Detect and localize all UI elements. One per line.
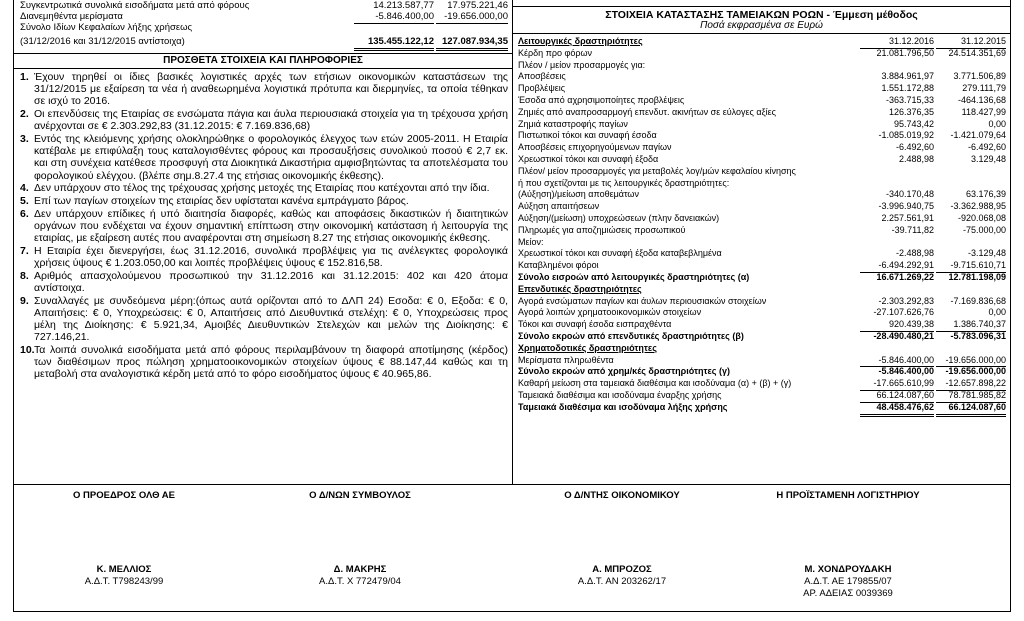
cashflow-value-2015: -464.136,68	[957, 94, 1006, 105]
cashflow-value-2015: 3.771.506,89	[953, 71, 1006, 82]
cashflow-label: Κέρδη προ φόρων	[518, 47, 592, 58]
signatory-name: Μ. ΧΟΝΔΡΟΥΔΑΚΗ	[804, 564, 892, 575]
cashflow-row	[518, 154, 1006, 166]
cashflow-row	[518, 307, 1006, 319]
note-text: Εντός της κλειόμενης χρήσης ολοκληρώθηκε ο φορολογικός έλεγχος των ετών 2005-2011. Η Εταιρία κατέβαλε με επιφύλαξη τους καταλογισθέντες φόρους και προσαυξήσεις συνολικού ποσού € 2,7 εκ. και στη συνέχεια κατέθεσε προσφυγή στα Διοικητικά Δικαστήρια αμφισβητώντας τα αποτελέσματα του φορολογικού ελέγχου. (βλέπε σημ.8.27.4 της ετήσιας οικονομικής έκθεσης).	[34, 133, 508, 182]
signatory-id: Α.Δ.Τ. ΑΝ 203262/17	[577, 576, 667, 587]
cashflow-label: Ταμειακά διαθέσιμα και ισοδύναμα λήξης χρήσης	[518, 401, 728, 412]
cashflow-label: Λειτουργικές δραστηριότητες	[518, 36, 643, 46]
note-item	[20, 195, 508, 207]
cashflow-label: Πλέον / μείον προσαρμογές για:	[518, 59, 646, 70]
signature-details	[512, 564, 732, 588]
note-text: Αριθμός απασχολούμενου προσωπικού την 31.12.2016 και 31.12.2015: 402 και 420 άτομα αντίστοιχα.	[34, 269, 508, 294]
cashflow-row	[518, 213, 1006, 225]
cashflow-label: Μείον:	[518, 236, 544, 247]
cashflow-label: Πλέον/ μείον προσαρμογές για μεταβολές λογ/μών κεφαλαίου κίνησης	[518, 165, 796, 176]
signatory-id: Α.Δ.Τ. ΑΕ 179855/07	[804, 576, 892, 587]
signatory-title: Ο Δ/ΝΩΝ ΣΥΜΒΟΥΛΟΣ	[309, 490, 411, 501]
cashflow-row	[518, 166, 1006, 178]
cashflow-row	[518, 225, 1006, 237]
equity-label: Συγκεντρωτικά συνολικά εισοδήματα μετά από φόρους	[20, 0, 250, 11]
cashflow-row	[518, 331, 1006, 343]
cashflow-row	[518, 201, 1006, 213]
note-number: 10.	[20, 343, 35, 356]
cashflow-row	[518, 390, 1006, 402]
cashflow-label: Έσοδα από αχρησιμοποίητες προβλέψεις	[518, 94, 685, 105]
cashflow-value-2016: 920.439,38	[860, 319, 934, 332]
cashflow-value-2015: 3.129,48	[970, 153, 1006, 164]
cashflow-value-2016: -17.665.610,99	[860, 378, 934, 391]
signatory-name: Κ. ΜΕΛΛΙΟΣ	[96, 564, 152, 575]
signatory-name: Α. ΜΠΡΟΖΟΣ	[592, 564, 652, 575]
note-item	[20, 182, 508, 194]
cashflow-value-2016: -6.494.292,91	[860, 260, 934, 273]
equity-value-2015: 127.087.934,35	[436, 36, 508, 51]
cashflow-value-2016: -5.846.400,00	[860, 355, 934, 368]
cashflow-row	[518, 237, 1006, 249]
note-text: Δεν υπάρχουν στο τέλος της τρέχουσας χρήσης μετοχές της Εταιρίας που κατέχονται από την ίδια.	[34, 182, 490, 195]
cashflow-value-2015: 24.514.351,69	[948, 47, 1006, 58]
cashflow-label: Χρηματοδοτικές δραστηριότητες	[518, 342, 657, 353]
cashflow-row	[518, 71, 1006, 83]
signatory-license: ΑΡ. ΑΔΕΙΑΣ 0039369	[803, 588, 893, 599]
cashflow-value-2016: -1.085.019,92	[878, 130, 934, 141]
cashflow-row	[518, 366, 1006, 378]
note-item	[20, 344, 508, 381]
cashflow-row	[518, 248, 1006, 260]
cashflow-value-2016: -6.492,60	[895, 142, 934, 153]
divider	[14, 53, 512, 54]
note-item	[20, 270, 508, 294]
cashflow-label: Ζημιές από αναπροσαρμογή επενδυτ. ακινήτων σε εύλογες αξίες	[518, 106, 776, 117]
equity-value-2015: -19.656.000,00	[436, 11, 508, 24]
cashflow-value-2016: 31.12.2016	[860, 36, 934, 49]
cashflow-value-2015: 66.124.087,60	[936, 402, 1006, 417]
signature-details	[14, 564, 234, 588]
cashflow-label: Ταμειακά διαθέσιμα και ισοδύναμα έναρξης χρήσης	[518, 389, 722, 400]
cashflow-value-2016: 95.743,42	[893, 118, 934, 129]
equity-value-2016: -5.846.400,00	[354, 11, 434, 24]
cashflow-value-2015: -19.656.000,00	[945, 366, 1006, 377]
cashflow-value-2015: -6.492,60	[967, 142, 1006, 153]
signatory-id: Α.Δ.Τ. Χ 772479/04	[319, 576, 401, 587]
cashflow-label: ή που σχετίζονται με τις λειτουργικές δραστηριότητες:	[518, 177, 730, 188]
cashflow-row	[518, 189, 1006, 201]
cashflow-value-2016: 21.081.796,50	[876, 47, 934, 58]
equity-label: Διανεμηθέντα μερίσματα	[20, 11, 123, 22]
cashflow-label: Αύξηση απαιτήσεων	[518, 201, 600, 212]
cashflow-row	[518, 284, 1006, 296]
cashflow-value-2015: -5.783.096,31	[950, 330, 1006, 341]
equity-row	[20, 36, 508, 48]
equity-value-2016: 135.455.122,12	[354, 36, 434, 51]
cashflow-label: Χρεωστικοί τόκοι και συναφή έξοδα καταβεβλημένα	[518, 248, 722, 259]
equity-value-2016: 14.213.587,77	[373, 0, 434, 11]
note-number: 5.	[20, 195, 29, 208]
equity-row	[20, 22, 508, 34]
note-number: 8.	[20, 269, 29, 282]
note-item	[20, 295, 508, 344]
cashflow-value-2015: 78.781.985,82	[936, 390, 1006, 403]
cashflow-row	[518, 272, 1006, 284]
cashflow-row	[518, 95, 1006, 107]
cashflow-value-2016: 3.884.961,97	[881, 71, 934, 82]
divider	[513, 0, 1010, 7]
cashflow-label: Μερίσματα πληρωθέντα	[518, 354, 614, 365]
signatory-name: Δ. ΜΑΚΡΗΣ	[333, 564, 387, 575]
cashflow-row	[518, 36, 1006, 48]
cashflow-value-2015: -3.129,48	[967, 248, 1006, 259]
financial-statement-page	[13, 0, 1011, 612]
cashflow-row	[518, 402, 1006, 414]
cashflow-row	[518, 319, 1006, 331]
cashflow-value-2016: 126.376,35	[888, 106, 934, 117]
note-item	[20, 108, 508, 132]
note-number: 3.	[20, 133, 29, 146]
cashflow-value-2015: -75.000,00	[962, 224, 1006, 235]
cashflow-value-2016: -340.170,48	[885, 189, 934, 200]
cashflow-label: Αποσβέσεις	[518, 71, 566, 82]
signature-role	[738, 490, 958, 502]
cashflow-label: Ζημιά καταστροφής παγίων	[518, 118, 628, 129]
equity-value-2015: 17.975.221,46	[447, 0, 508, 11]
signature-role	[250, 490, 470, 502]
signatory-title: Η ΠΡΟΪΣΤΑΜΕΝΗ ΛΟΓΙΣΤΗΡΙΟΥ	[776, 490, 920, 501]
cashflow-value-2015: 279.111,79	[962, 83, 1006, 94]
note-text: Δεν υπάρχουν επίδικες ή υπό διαιτησία διαφορές, καθώς και αποφάσεις δικαστικών ή διαιτητικών οργάνων που ενδέχεται να έχουν σημαντική επίπτωση στην οικονομική κατάσταση ή λειτουργία της εταιρίας, με εξαίρεση αυτές που αναφέρονται στη σημείωση 8.27 της ετήσιας οικονομικής έκθεσης.	[34, 207, 508, 245]
cashflow-value-2015: 0,00	[988, 118, 1006, 129]
note-item	[20, 71, 508, 108]
cashflow-label: Αγορά λοιπών χρηματοοικονομικών στοιχείων	[518, 307, 702, 318]
note-item	[20, 208, 508, 245]
cashflow-value-2015: -19.656.000,00	[936, 355, 1006, 368]
cashflow-row	[518, 48, 1006, 60]
divider	[513, 33, 1010, 34]
cashflow-label: Προβλέψεις	[518, 83, 566, 94]
cashflow-value-2015: -9.715.610,71	[936, 260, 1006, 273]
cashflow-value-2015: -1.421.079,64	[950, 130, 1006, 141]
cashflow-label: Σύνολο εισροών από λειτουργικές δραστηριότητες (α)	[518, 271, 750, 282]
cashflow-label: Αύξηση/(μείωση) υποχρεώσεων (πλην δανειακών)	[518, 212, 720, 223]
cashflow-label: Αποσβέσεις επιχορηγούμενων παγίων	[518, 142, 672, 153]
divider	[14, 484, 1010, 485]
note-text: Τα λοιπά συνολικά εισοδήματα μετά από φόρους περιλαμβάνουν τη διαφορά αποτίμησης (κέρδος) των διαθέσιμων προς πώληση χρηματοοικονομικών στοιχείων ύψους € 88.147,44 καθώς και τη μεταβολή στα αναλογιστικά κέρδη μετά από το φόρο εισοδήματος ύψους € 40.965,86.	[34, 343, 508, 381]
right-column	[513, 0, 1010, 484]
cashflow-value-2015: -920.068,08	[957, 212, 1006, 223]
note-number: 2.	[20, 108, 29, 121]
cashflow-value-2015: 1.386.740,37	[936, 319, 1006, 332]
cashflow-value-2016: 66.124.087,60	[860, 390, 934, 403]
cashflow-row	[518, 119, 1006, 131]
cashflow-value-2016: 48.458.476,62	[860, 402, 934, 417]
cashflow-value-2016: 2.488,98	[898, 153, 934, 164]
cashflow-value-2016: -39.711,82	[891, 224, 934, 235]
cashflow-row	[518, 260, 1006, 272]
left-column	[14, 0, 513, 484]
cashflow-label: Αγορά ενσώματων παγίων και άυλων περιουσιακών στοιχείων	[518, 295, 767, 306]
signatory-id: Α.Δ.Τ. Τ798243/99	[84, 576, 164, 587]
cashflow-value-2016: 16.671.269,22	[876, 271, 934, 282]
note-number: 9.	[20, 294, 29, 307]
cashflow-row	[518, 60, 1006, 72]
cashflow-value-2015: -12.657.898,22	[936, 378, 1006, 391]
cashflow-value-2016: 2.257.561,91	[881, 212, 934, 223]
cashflow-value-2015: 63.176,39	[965, 189, 1006, 200]
cashflow-value-2015: 118.427,99	[961, 106, 1006, 117]
note-text: Οι επενδύσεις της Εταιρίας σε ενσώματα πάγια και άυλα περιουσιακά στοιχεία για τη τρέχουσα χρήση ανέρχονται σε € 2.303.292,83 (31.12.2015: € 7.169.836,68)	[34, 108, 508, 133]
notes-list	[20, 71, 508, 381]
note-text: Συναλλαγές με συνδεόμενα μέρη:(όπως αυτά ορίζονται από το ΔΛΠ 24) Εσοδα: € 0, Εξοδα: € 0, Απαιτήσεις: € 0, Υποχρεώσεις: € 0, Απαιτήσεις από Διευθυντικά στελέχη: € 0, Υποχρεώσεις προς μέλη της Διοίκησης: € 5.921,34, Αμοιβές Διευθυντικών Στελεχών και μελών της Διοίκησης: € 727.146,21.	[34, 294, 508, 344]
signatory-title: Ο ΠΡΟΕΔΡΟΣ ΟΛΘ ΑΕ	[73, 490, 175, 501]
signature-role	[14, 490, 234, 502]
cashflow-title: ΣΤΟΙΧΕΙΑ ΚΑΤΑΣΤΑΣΗΣ ΤΑΜΕΙΑΚΩΝ ΡΟΩΝ - Έμμεση μέθοδος	[605, 9, 918, 21]
cashflow-label: Καθαρή μείωση στα ταμειακά διαθέσιμα και ισοδύναμα (α) + (β) + (γ)	[518, 378, 792, 389]
cashflow-value-2016: 1.551.172,88	[881, 83, 934, 94]
note-number: 7.	[20, 244, 29, 257]
cashflow-label: Χρεωστικοί τόκοι και συναφή έξοδα	[518, 153, 659, 164]
cashflow-table	[518, 36, 1006, 414]
cashflow-value-2016: -5.846.400,00	[878, 366, 934, 377]
cashflow-row	[518, 343, 1006, 355]
cashflow-value-2016: -363.715,33	[885, 94, 934, 105]
cashflow-row	[518, 378, 1006, 390]
cashflow-label: Επενδυτικές δραστηριότητες	[518, 283, 642, 294]
cashflow-label: Πληρωμές για αποζημιώσεις προσωπικού	[518, 224, 686, 235]
cashflow-value-2015: 12.781.198,09	[948, 271, 1006, 282]
cashflow-row	[518, 83, 1006, 95]
cashflow-value-2016: -2.488,98	[895, 248, 934, 259]
cashflow-row	[518, 130, 1006, 142]
cashflow-label: Πιστωτικοί τόκοι και συναφή έσοδα	[518, 130, 657, 141]
cashflow-value-2016: -28.490.480,21	[873, 330, 934, 341]
cashflow-value-2016: -2.303.292,83	[878, 295, 934, 306]
signature-details	[250, 564, 470, 588]
note-number: 6.	[20, 207, 29, 220]
signature-details	[738, 564, 958, 600]
cashflow-row	[518, 178, 1006, 190]
note-item	[20, 133, 508, 182]
note-text: Έχουν τηρηθεί οι ίδιες βασικές λογιστικές αρχές των ετήσιων οικονομικών καταστάσεων της 31/12/2015 με εξαίρεση τα νέα ή αναθεωρημένα λογιστικά πρότυπα και διερμηνίες, τα οποία τέθηκαν σε ισχύ το 2016.	[34, 71, 508, 108]
cashflow-subtitle: Ποσά εκφρασμένα σε Ευρώ	[700, 20, 823, 31]
cashflow-value-2016: -3.996.940,75	[878, 201, 934, 212]
equity-label: Σύνολο Ιδίων Κεφαλαίων λήξης χρήσεως	[20, 22, 193, 33]
note-number: 4.	[20, 182, 29, 195]
cashflow-label: Σύνολο εκροών από επενδυτικές δραστηριότητες (β)	[518, 330, 744, 341]
cashflow-label: Τόκοι και συναφή έσοδα εισπραχθέντα	[518, 319, 672, 330]
equity-label: (31/12/2016 και 31/12/2015 αντίστοιχα)	[20, 36, 185, 47]
cashflow-row	[518, 142, 1006, 154]
cashflow-row	[518, 355, 1006, 367]
cashflow-value-2015: 0,00	[988, 307, 1006, 318]
cashflow-value-2015: -3.362.988,95	[950, 201, 1006, 212]
cashflow-label: (Αύξηση)/μείωση αποθεμάτων	[518, 189, 639, 200]
cashflow-value-2016: -27.107.626,76	[873, 307, 934, 318]
note-text: Η Εταιρία έχει διενεργήσει, έως 31.12.2016, συνολικά προβλέψεις για τις ανέλεγκτες φορολογικά χρήσεις ύψους € 1.203.050,00 και λοιπές προβλέψεις ύψους € 152.816,58.	[34, 244, 508, 270]
cashflow-row	[518, 107, 1006, 119]
note-number: 1.	[20, 71, 29, 83]
cashflow-value-2015: 31.12.2015	[936, 36, 1006, 49]
notes-title: ΠΡΟΣΘΕΤΑ ΣΤΟΙΧΕΙΑ ΚΑΙ ΠΛΗΡΟΦΟΡΙΕΣ	[14, 55, 512, 69]
cashflow-label: Καταβλημένοι φόροι	[518, 260, 599, 271]
note-text: Επί των παγίων στοιχείων της εταιρίας δεν υφίσταται κανένα εμπράγματο βάρος.	[34, 195, 409, 208]
signatory-title: Ο Δ/ΝΤΗΣ ΟΙΚΟΝΟΜΙΚΟΥ	[564, 490, 680, 501]
cashflow-row	[518, 296, 1006, 308]
note-item	[20, 245, 508, 269]
signature-role	[512, 490, 732, 502]
cashflow-label: Σύνολο εκροών από χρημ/κές δραστηριότητες (γ)	[518, 366, 730, 377]
cashflow-value-2015: -7.169.836,68	[950, 295, 1006, 306]
